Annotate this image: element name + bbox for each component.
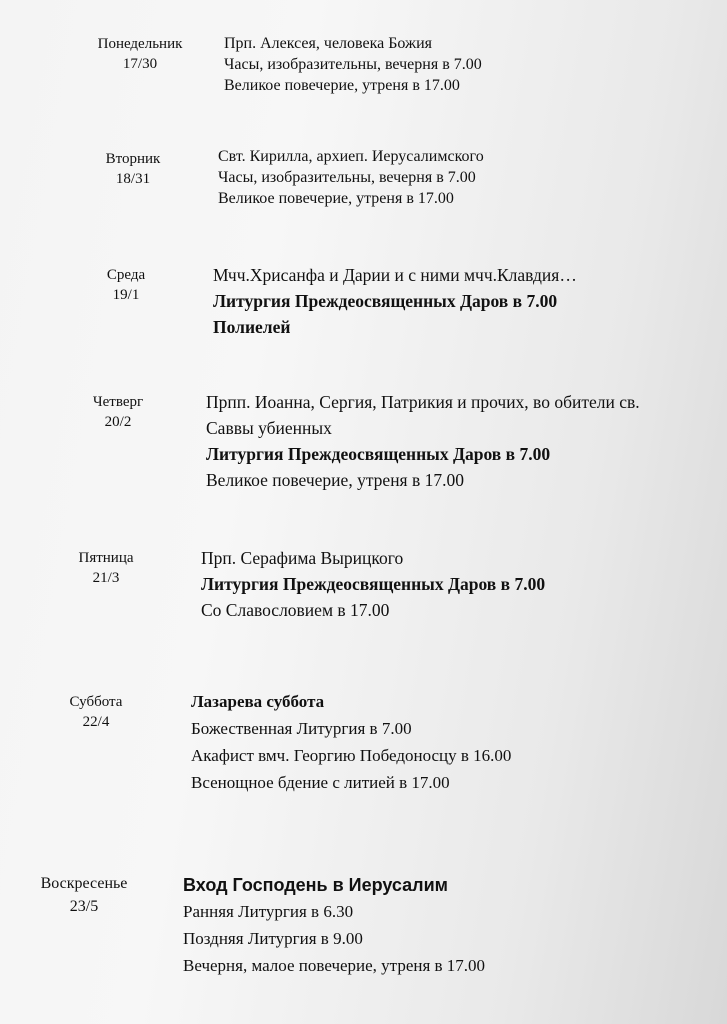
day-name: Пятница — [78, 550, 134, 566]
entry-line: Лазарева суббота — [191, 692, 325, 711]
entry-line: Саввы убиенных — [206, 418, 332, 438]
day-date: 18/31 — [115, 171, 151, 187]
entry-line: Вход Господень в Иерусалим — [183, 875, 448, 895]
entry-line: Полиелей — [213, 317, 291, 337]
day-entries — [224, 33, 482, 96]
day-name: Суббота — [69, 694, 123, 710]
entry-line: Свт. Кирилла, архиеп. Иерусалимского — [218, 148, 484, 165]
entry-line: Литургия Преждеосвященных Даров в 7.00 — [201, 574, 546, 594]
day-date: 22/4 — [82, 714, 110, 730]
day-label — [26, 692, 166, 732]
entry-line: Прп. Алексея, человека Божия — [224, 35, 432, 52]
entry-line: Великое повечерие, утреня в 17.00 — [206, 470, 464, 490]
day-label — [63, 149, 203, 189]
entry-line: Божественная Литургия в 7.00 — [191, 719, 412, 738]
entry-line: Поздняя Литургия в 9.00 — [183, 929, 363, 948]
day-date: 19/1 — [112, 287, 140, 303]
entry-line: Вечерня, малое повечерие, утреня в 17.00 — [183, 956, 486, 975]
entry-line: Со Славословием в 17.00 — [201, 600, 390, 620]
entry-line: Мчч.Хрисанфа и Дарии и с ними мчч.Клавдия… — [213, 265, 577, 285]
entry-line: Акафист вмч. Георгию Победоносцу в 16.00 — [191, 746, 512, 765]
day-entries — [213, 262, 577, 340]
day-label — [48, 392, 188, 432]
day-entries — [191, 688, 511, 796]
day-label — [36, 548, 176, 588]
day-label — [70, 34, 210, 74]
entry-line: Прпп. Иоанна, Сергия, Патрикия и прочих, во обители св. — [206, 392, 640, 412]
day-entries — [201, 545, 545, 623]
day-date: 20/2 — [104, 414, 132, 430]
day-name: Четверг — [92, 394, 144, 410]
day-entries — [183, 872, 485, 979]
day-name: Среда — [106, 267, 146, 283]
day-entries — [218, 146, 484, 209]
day-label — [56, 265, 196, 305]
day-label — [14, 872, 154, 918]
entry-line: Великое повечерие, утреня в 17.00 — [224, 77, 460, 94]
entry-line: Часы, изобразительны, вечерня в 7.00 — [224, 56, 482, 73]
entry-line: Литургия Преждеосвященных Даров в 7.00 — [213, 291, 558, 311]
day-name: Вторник — [105, 151, 161, 167]
day-date: 17/30 — [122, 56, 158, 72]
entry-line: Литургия Преждеосвященных Даров в 7.00 — [206, 444, 551, 464]
entry-line: Всенощное бдение с литией в 17.00 — [191, 773, 450, 792]
entry-line: Ранняя Литургия в 6.30 — [183, 902, 354, 921]
day-date: 21/3 — [92, 570, 120, 586]
day-name: Понедельник — [97, 36, 183, 52]
day-name: Воскресенье — [40, 875, 128, 892]
entry-line: Великое повечерие, утреня в 17.00 — [218, 190, 454, 207]
day-entries — [206, 389, 640, 493]
day-date: 23/5 — [69, 898, 99, 915]
entry-line: Часы, изобразительны, вечерня в 7.00 — [218, 169, 476, 186]
entry-line: Прп. Серафима Вырицкого — [201, 548, 404, 568]
